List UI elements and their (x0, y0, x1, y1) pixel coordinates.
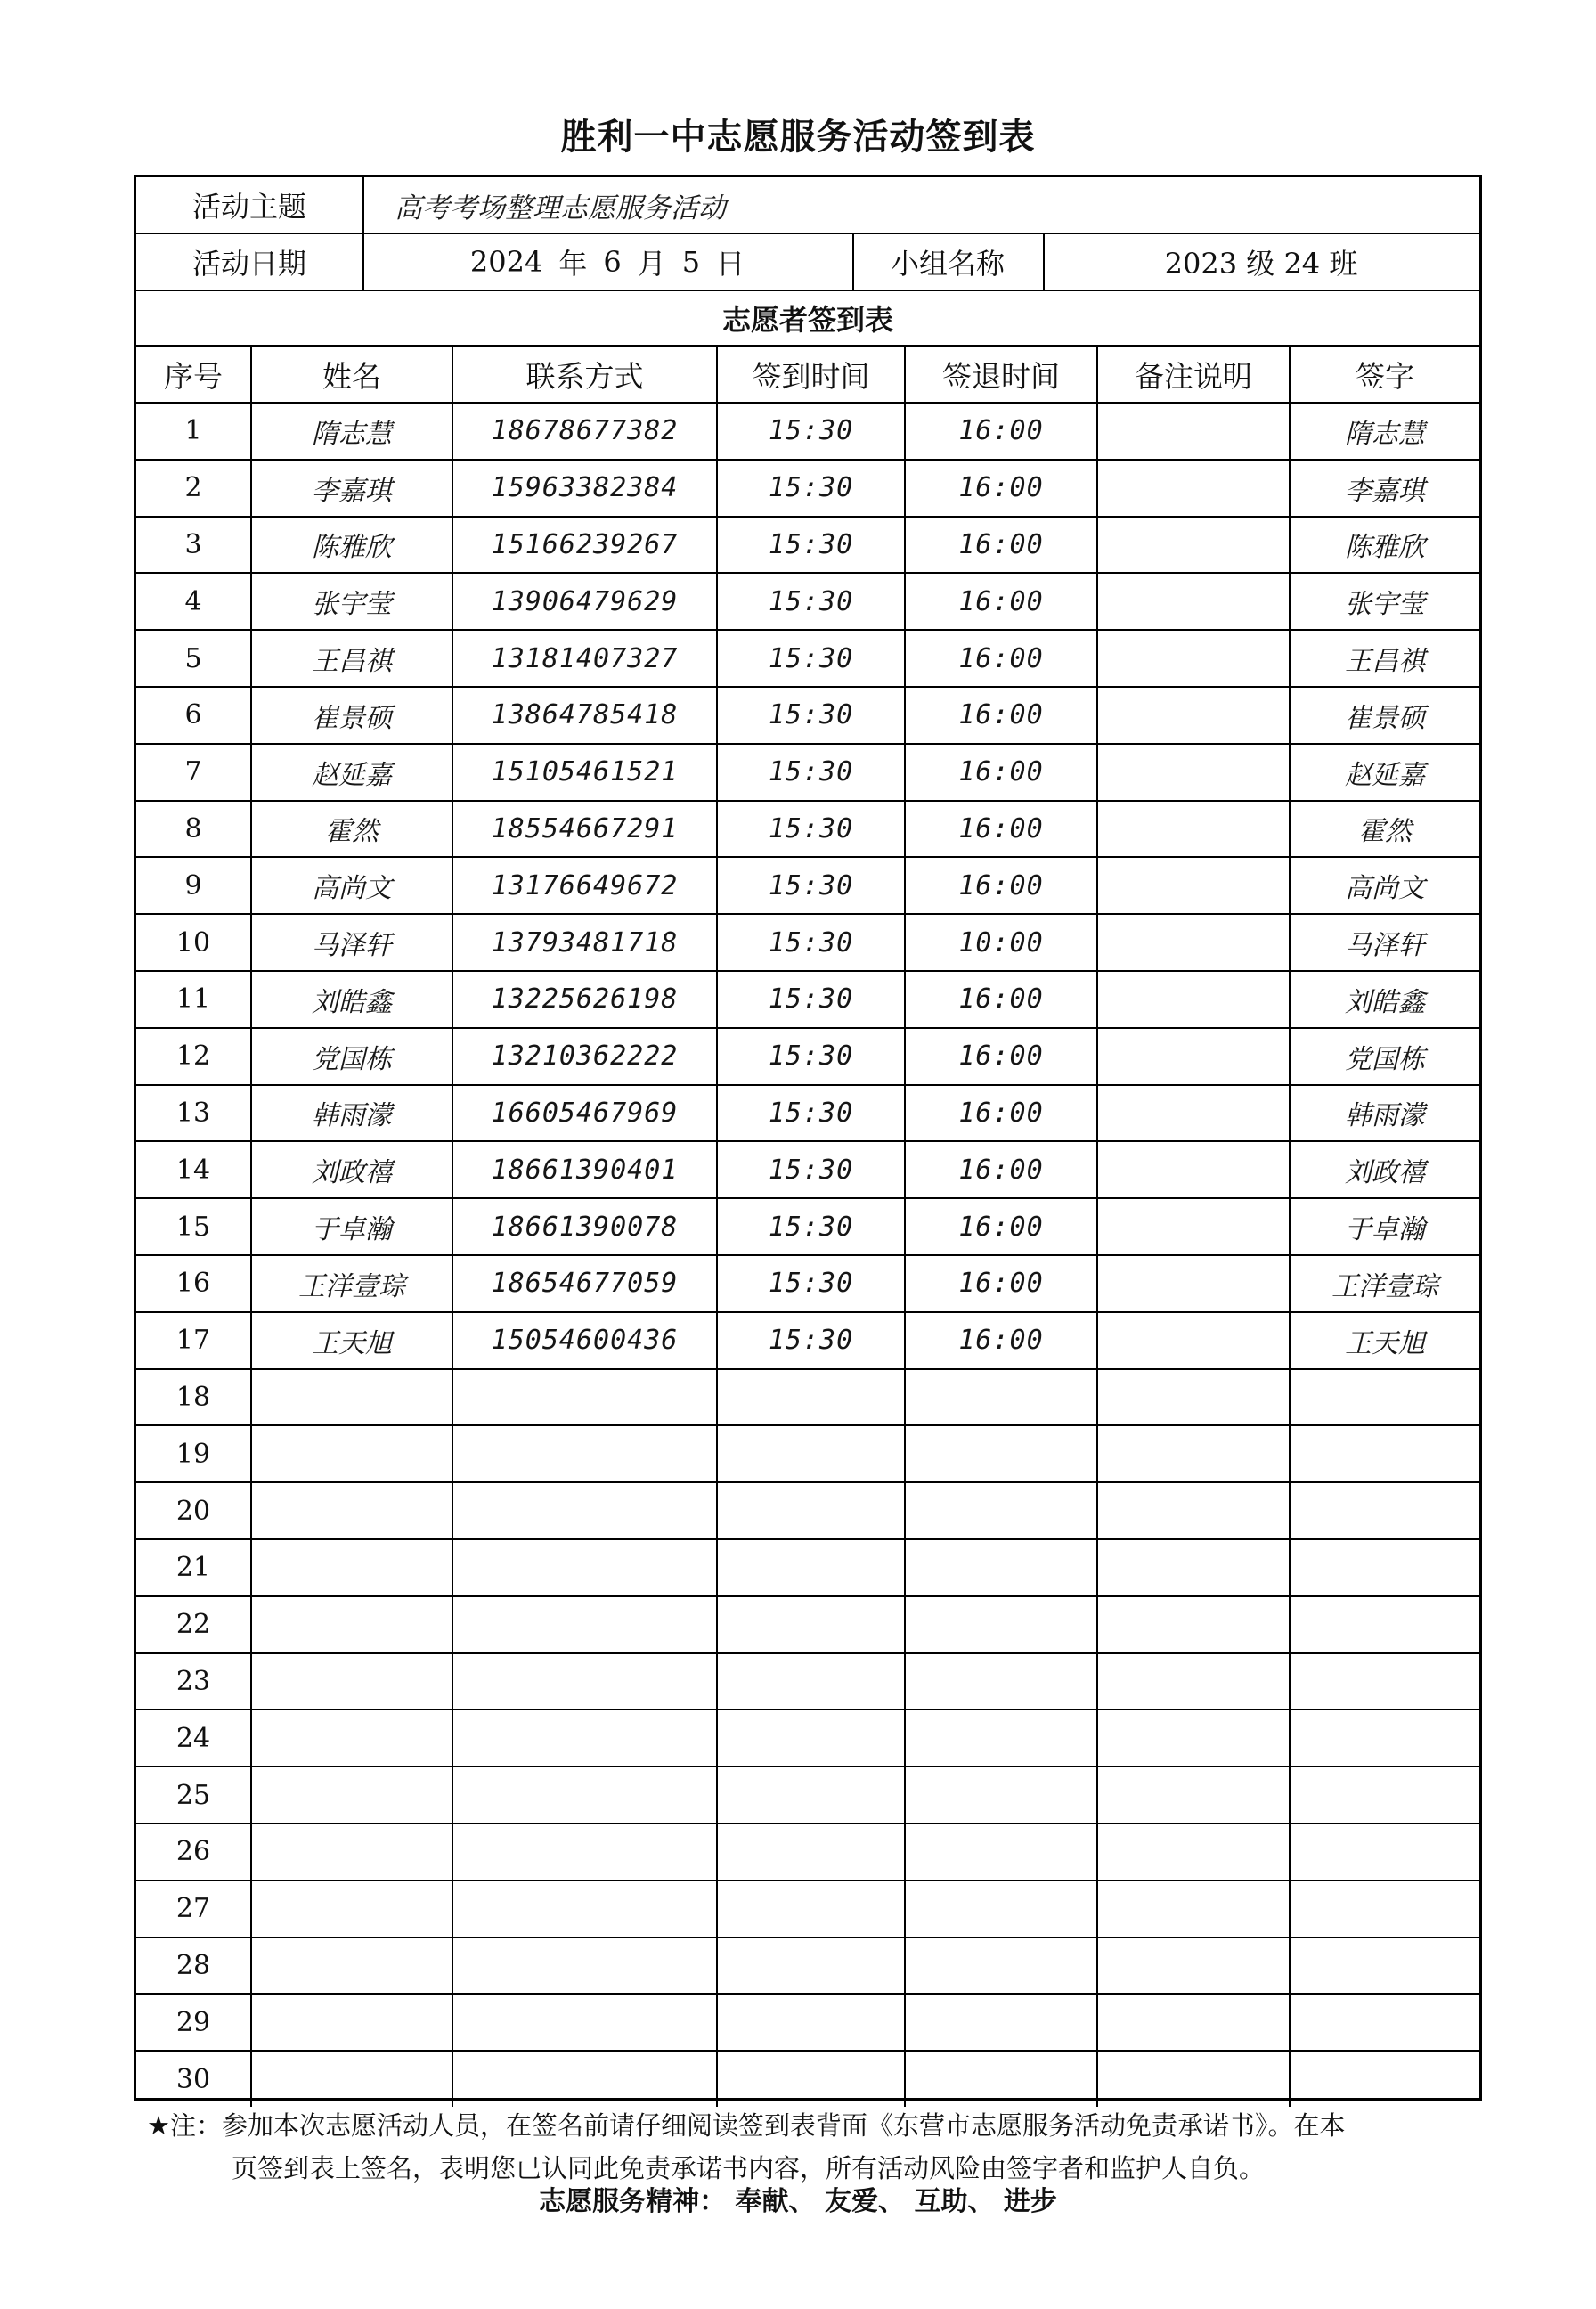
remarks (1097, 1938, 1290, 1995)
remarks (1097, 1539, 1290, 1596)
remarks (1097, 1312, 1290, 1369)
volunteer-phone: 13793481718 (452, 914, 717, 971)
signature: 高尚文 (1290, 857, 1479, 914)
col-header-number: 序号 (136, 347, 251, 403)
signature: 张宇莹 (1290, 573, 1479, 630)
row-number: 11 (136, 971, 251, 1028)
row-number: 30 (136, 2051, 251, 2107)
volunteer-phone (452, 1369, 717, 1426)
signature (1290, 1938, 1479, 1995)
sign-in-time: 15:30 (717, 914, 905, 971)
row-number: 9 (136, 857, 251, 914)
col-header-signature: 签字 (1290, 347, 1479, 403)
volunteer-name: 韩雨濛 (251, 1085, 452, 1142)
row-number: 2 (136, 460, 251, 517)
row-number: 29 (136, 1994, 251, 2051)
row-number: 19 (136, 1425, 251, 1482)
signature (1290, 1881, 1479, 1938)
signature: 隋志慧 (1290, 403, 1479, 460)
table-row (136, 630, 1479, 687)
theme-row (136, 177, 1479, 234)
table-row (136, 1766, 1479, 1824)
row-number: 24 (136, 1709, 251, 1766)
sign-out-time (905, 1824, 1097, 1881)
signature: 霍然 (1290, 801, 1479, 858)
signature (1290, 1425, 1479, 1482)
row-number: 21 (136, 1539, 251, 1596)
signature: 于卓瀚 (1290, 1198, 1479, 1255)
remarks (1097, 1482, 1290, 1539)
sign-out-time (905, 1881, 1097, 1938)
remarks (1097, 687, 1290, 744)
signature: 崔景硕 (1290, 687, 1479, 744)
volunteer-name: 马泽轩 (251, 914, 452, 971)
row-number: 16 (136, 1255, 251, 1312)
section-title: 志愿者签到表 (136, 291, 1479, 347)
volunteer-phone (452, 1766, 717, 1824)
volunteer-phone: 15166239267 (452, 517, 717, 574)
signature: 王昌祺 (1290, 630, 1479, 687)
table-row (136, 914, 1479, 971)
sign-out-time (905, 1425, 1097, 1482)
volunteer-phone: 13225626198 (452, 971, 717, 1028)
table-row (136, 1198, 1479, 1255)
row-number: 1 (136, 403, 251, 460)
sign-in-time (717, 1881, 905, 1938)
sign-in-time (717, 1994, 905, 2051)
row-number: 15 (136, 1198, 251, 1255)
sign-in-time (717, 2051, 905, 2107)
volunteer-name: 王天旭 (251, 1312, 452, 1369)
sign-out-time (905, 1766, 1097, 1824)
row-number: 6 (136, 687, 251, 744)
volunteer-phone: 15963382384 (452, 460, 717, 517)
footnote-line-1: ★注：参加本次志愿活动人员，在签名前请仔细阅读签到表背面《东营市志愿服务活动免责承诺书》。在本 (147, 2110, 1346, 2141)
table-row (136, 1255, 1479, 1312)
remarks (1097, 1881, 1290, 1938)
volunteer-phone (452, 1938, 717, 1995)
sign-out-time (905, 1482, 1097, 1539)
sign-out-time: 16:00 (905, 801, 1097, 858)
footnote-line-2: 页签到表上签名，表明您已认同此免责承诺书内容，所有活动风险由签字者和监护人自负。 (232, 2153, 1266, 2183)
sign-out-time (905, 1938, 1097, 1995)
date-year-unit: 年 (558, 247, 588, 281)
sign-in-time: 15:30 (717, 573, 905, 630)
sign-out-time: 16:00 (905, 857, 1097, 914)
signature (1290, 1824, 1479, 1881)
volunteer-phone: 18661390401 (452, 1141, 717, 1198)
signature: 党国栋 (1290, 1028, 1479, 1085)
sign-in-time (717, 1766, 905, 1824)
table-header (136, 347, 1479, 403)
volunteer-table (136, 347, 1479, 2107)
sign-out-time: 16:00 (905, 1028, 1097, 1085)
volunteer-phone (452, 1653, 717, 1710)
volunteer-phone: 18654677059 (452, 1255, 717, 1312)
row-number: 10 (136, 914, 251, 971)
remarks (1097, 403, 1290, 460)
volunteer-name (251, 1766, 452, 1824)
row-number: 28 (136, 1938, 251, 1995)
signature (1290, 1766, 1479, 1824)
table-row (136, 1369, 1479, 1426)
sign-in-time: 15:30 (717, 801, 905, 858)
volunteer-phone (452, 1709, 717, 1766)
sign-in-time: 15:30 (717, 1141, 905, 1198)
remarks (1097, 517, 1290, 574)
sign-out-time: 16:00 (905, 403, 1097, 460)
col-header-remarks: 备注说明 (1097, 347, 1290, 403)
sign-in-time (717, 1709, 905, 1766)
table-row (136, 1028, 1479, 1085)
activity-info (136, 177, 1479, 291)
sign-in-time (717, 1938, 905, 1995)
sign-out-time: 16:00 (905, 1141, 1097, 1198)
sign-out-time: 16:00 (905, 971, 1097, 1028)
sign-out-time (905, 1653, 1097, 1710)
signature: 马泽轩 (1290, 914, 1479, 971)
table-row (136, 1938, 1479, 1995)
signature: 王洋壹琮 (1290, 1255, 1479, 1312)
row-number: 26 (136, 1824, 251, 1881)
volunteer-phone: 18678677382 (452, 403, 717, 460)
remarks (1097, 630, 1290, 687)
signature: 李嘉琪 (1290, 460, 1479, 517)
table-row (136, 1141, 1479, 1198)
row-number: 12 (136, 1028, 251, 1085)
sign-in-time: 15:30 (717, 1085, 905, 1142)
sign-in-time: 15:30 (717, 744, 905, 801)
volunteer-name: 刘政禧 (251, 1141, 452, 1198)
volunteer-phone: 16605467969 (452, 1085, 717, 1142)
table-row (136, 687, 1479, 744)
sign-out-time: 16:00 (905, 630, 1097, 687)
volunteer-name (251, 1709, 452, 1766)
remarks (1097, 914, 1290, 971)
remarks (1097, 857, 1290, 914)
sign-in-time (717, 1425, 905, 1482)
remarks (1097, 971, 1290, 1028)
signature (1290, 1596, 1479, 1653)
table-row (136, 1425, 1479, 1482)
table-row (136, 403, 1479, 460)
volunteer-name (251, 2051, 452, 2107)
volunteer-phone (452, 1539, 717, 1596)
sign-out-time (905, 1539, 1097, 1596)
sign-in-time (717, 1369, 905, 1426)
remarks (1097, 1085, 1290, 1142)
volunteer-name: 高尚文 (251, 857, 452, 914)
col-header-name: 姓名 (251, 347, 452, 403)
sign-in-time: 15:30 (717, 1312, 905, 1369)
volunteer-name: 于卓瀚 (251, 1198, 452, 1255)
row-number: 5 (136, 630, 251, 687)
row-number: 7 (136, 744, 251, 801)
sign-in-time: 15:30 (717, 1255, 905, 1312)
signature (1290, 1539, 1479, 1596)
volunteer-name: 党国栋 (251, 1028, 452, 1085)
remarks (1097, 1141, 1290, 1198)
sign-in-time: 15:30 (717, 403, 905, 460)
sign-out-time: 16:00 (905, 1312, 1097, 1369)
sign-in-time (717, 1824, 905, 1881)
table-row (136, 1539, 1479, 1596)
signature: 韩雨濛 (1290, 1085, 1479, 1142)
volunteer-name (251, 1994, 452, 2051)
remarks (1097, 1369, 1290, 1426)
remarks (1097, 573, 1290, 630)
table-row (136, 2051, 1479, 2107)
row-number: 8 (136, 801, 251, 858)
remarks (1097, 1198, 1290, 1255)
volunteer-phone (452, 1881, 717, 1938)
signature (1290, 1482, 1479, 1539)
table-row (136, 1881, 1479, 1938)
volunteer-name: 霍然 (251, 801, 452, 858)
row-number: 23 (136, 1653, 251, 1710)
sign-out-time: 16:00 (905, 1198, 1097, 1255)
signature (1290, 2051, 1479, 2107)
table-row (136, 1824, 1479, 1881)
volunteer-phone: 15105461521 (452, 744, 717, 801)
remarks (1097, 801, 1290, 858)
volunteer-name: 隋志慧 (251, 403, 452, 460)
col-header-sign-out-time: 签退时间 (905, 347, 1097, 403)
date-label: 活动日期 (191, 247, 306, 281)
group-value: 2023 级 24 班 (1164, 247, 1358, 281)
signature: 刘政禧 (1290, 1141, 1479, 1198)
sign-out-time (905, 1596, 1097, 1653)
remarks (1097, 460, 1290, 517)
sign-in-time: 15:30 (717, 1028, 905, 1085)
volunteer-name: 王昌祺 (251, 630, 452, 687)
volunteer-phone (452, 1824, 717, 1881)
footnote (147, 2104, 1483, 2190)
volunteer-phone: 13864785418 (452, 687, 717, 744)
date-day-unit: 日 (716, 247, 745, 281)
row-number: 25 (136, 1766, 251, 1824)
signature (1290, 1994, 1479, 2051)
table-row (136, 1596, 1479, 1653)
volunteer-name: 李嘉琪 (251, 460, 452, 517)
remarks (1097, 1028, 1290, 1085)
table-row (136, 573, 1479, 630)
col-header-phone: 联系方式 (452, 347, 717, 403)
volunteer-name (251, 1425, 452, 1482)
sign-in-sheet (134, 175, 1482, 2101)
volunteer-phone (452, 2051, 717, 2107)
table-row (136, 1994, 1479, 2051)
volunteer-name: 崔景硕 (251, 687, 452, 744)
signature (1290, 1653, 1479, 1710)
col-header-sign-in-time: 签到时间 (717, 347, 905, 403)
row-number: 3 (136, 517, 251, 574)
theme-label: 活动主题 (191, 190, 306, 224)
sign-out-time (905, 1709, 1097, 1766)
table-row (136, 971, 1479, 1028)
remarks (1097, 1255, 1290, 1312)
volunteer-name (251, 1653, 452, 1710)
signature (1290, 1369, 1479, 1426)
remarks (1097, 1596, 1290, 1653)
volunteer-phone: 13210362222 (452, 1028, 717, 1085)
table-row (136, 1482, 1479, 1539)
row-number: 4 (136, 573, 251, 630)
volunteer-phone (452, 1994, 717, 2051)
table-row (136, 1085, 1479, 1142)
remarks (1097, 1653, 1290, 1710)
volunteer-name (251, 1369, 452, 1426)
sign-in-time (717, 1482, 905, 1539)
signature: 赵延嘉 (1290, 744, 1479, 801)
sign-out-time (905, 1369, 1097, 1426)
volunteer-name: 王洋壹琮 (251, 1255, 452, 1312)
sign-in-time: 15:30 (717, 971, 905, 1028)
volunteer-name (251, 1938, 452, 1995)
sign-out-time (905, 1994, 1097, 2051)
date-day: 5 (681, 245, 701, 279)
row-number: 27 (136, 1881, 251, 1938)
sign-out-time: 16:00 (905, 1085, 1097, 1142)
sign-out-time: 16:00 (905, 517, 1097, 574)
table-row (136, 460, 1479, 517)
volunteer-name: 陈雅欣 (251, 517, 452, 574)
volunteer-name (251, 1596, 452, 1653)
table-row (136, 801, 1479, 858)
table-row (136, 1709, 1479, 1766)
sign-out-time: 16:00 (905, 744, 1097, 801)
volunteer-phone: 13176649672 (452, 857, 717, 914)
volunteer-name: 刘皓鑫 (251, 971, 452, 1028)
row-number: 13 (136, 1085, 251, 1142)
date-month: 6 (603, 245, 622, 279)
sign-in-time (717, 1596, 905, 1653)
theme-value: 高考考场整理志愿服务活动 (395, 192, 726, 224)
remarks (1097, 1766, 1290, 1824)
volunteer-name (251, 1539, 452, 1596)
remarks (1097, 2051, 1290, 2107)
sign-out-time: 16:00 (905, 573, 1097, 630)
volunteer-phone (452, 1425, 717, 1482)
signature: 陈雅欣 (1290, 517, 1479, 574)
signature: 王天旭 (1290, 1312, 1479, 1369)
table-row (136, 857, 1479, 914)
volunteer-name (251, 1824, 452, 1881)
volunteer-name: 赵延嘉 (251, 744, 452, 801)
sign-in-time (717, 1653, 905, 1710)
table-row (136, 1653, 1479, 1710)
sign-in-time: 15:30 (717, 460, 905, 517)
volunteer-phone: 13181407327 (452, 630, 717, 687)
sign-out-time (905, 2051, 1097, 2107)
page-title: 胜利一中志愿服务活动签到表 (560, 117, 1036, 158)
sign-out-time: 16:00 (905, 460, 1097, 517)
sign-in-time (717, 1539, 905, 1596)
signature (1290, 1709, 1479, 1766)
volunteer-phone: 15054600436 (452, 1312, 717, 1369)
sign-in-time: 15:30 (717, 857, 905, 914)
remarks (1097, 1994, 1290, 2051)
row-number: 14 (136, 1141, 251, 1198)
group-label: 小组名称 (890, 247, 1005, 281)
row-number: 17 (136, 1312, 251, 1369)
volunteer-name: 张宇莹 (251, 573, 452, 630)
sign-in-time: 15:30 (717, 687, 905, 744)
volunteer-phone: 13906479629 (452, 573, 717, 630)
table-row (136, 517, 1479, 574)
sign-in-time: 15:30 (717, 630, 905, 687)
volunteer-phone: 18661390078 (452, 1198, 717, 1255)
sign-out-time: 16:00 (905, 687, 1097, 744)
volunteer-phone: 18554667291 (452, 801, 717, 858)
sign-out-time: 10:00 (905, 914, 1097, 971)
remarks (1097, 1709, 1290, 1766)
volunteer-phone (452, 1596, 717, 1653)
sign-out-time: 16:00 (905, 1255, 1097, 1312)
remarks (1097, 744, 1290, 801)
volunteer-name (251, 1881, 452, 1938)
remarks (1097, 1824, 1290, 1881)
row-number: 22 (136, 1596, 251, 1653)
date-row (136, 234, 1479, 291)
table-row (136, 744, 1479, 801)
date-month-unit: 月 (637, 247, 666, 281)
remarks (1097, 1425, 1290, 1482)
row-number: 18 (136, 1369, 251, 1426)
row-number: 20 (136, 1482, 251, 1539)
table-row (136, 1312, 1479, 1369)
volunteer-name (251, 1482, 452, 1539)
volunteer-phone (452, 1482, 717, 1539)
signature: 刘皓鑫 (1290, 971, 1479, 1028)
date-value (362, 234, 852, 290)
date-year: 2024 (469, 245, 543, 279)
sign-in-time: 15:30 (717, 517, 905, 574)
volunteer-spirit: 志愿服务精神： 奉献、 友爱、 互助、 进步 (539, 2186, 1057, 2217)
sign-in-time: 15:30 (717, 1198, 905, 1255)
